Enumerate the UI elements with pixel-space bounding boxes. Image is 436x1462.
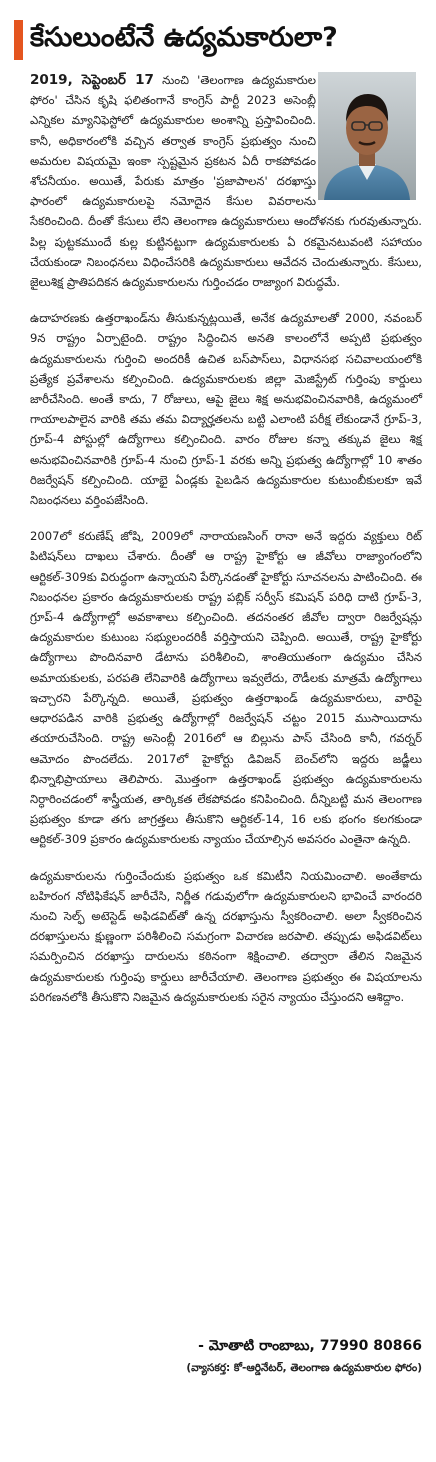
headline-accent-bar [14,20,23,60]
author-signature: - మోతాటి రాంబాబు, 77990 80866 [198,1338,422,1354]
paragraph-text: నుంచి 'తెలంగాణ ఉద్యమకారుల ఫోరం' చేసిన కృషి ఫలితంగానే కాంగ్రెస్ పార్టీ 2023 అసెంబ్లీ ఎన్నికల మ్యానిఫెస్టోలో ఉద్యమకారుల అంశాన్ని ప్రస్తావించింది. కానీ, అధికారంలోకి వచ్చిన తర్వాత కాంగ్రెస్ ప్రభుత్వం నుంచి అమరుల విషయమై ఇంకా స్పష్టమైన ప్రకటన ఏదీ రాకపోవడం శోచనీయం. అయితే, పేరుకు మాత్రం 'ప్రజాపాలన' దరఖాస్తు ఫారంలో ఉద్యమకారులపై నమోదైన కేసుల వివరాలను సేకరించింది. దీంతో కేసులు లేని తెలంగాణ ఉద్యమకారులు ఆందోళనకు గురవుతున్నారు. పిల్ల పుట్టకముందే కుల్ల కుట్టినట్టుగా ఉద్యమకారులకు ఏ రకమైనటువంటి సహాయం చేయకుండా నిబంధనలు విధించేసరికి ఉద్యమకారులు ఆవేదన చెందుతున్నారు. కేసులు, జైలుశిక్ష ప్రాతిపదికన ఉద్యమకారులను గుర్తించడం రాజ్యాంగ విరుద్ధమే. [30,73,422,290]
article-paragraph [30,70,422,292]
article-body [30,70,422,1023]
article-paragraph: ఉదాహరణకు ఉత్తరాఖండ్‌ను తీసుకున్నట్లయితే, అనేక ఉద్యమాలతో 2000, నవంబర్ 9న రాష్ట్రం ఏర్పాటైంది. రాష్ట్రం సిద్ధించిన అనతి కాలంలోనే అప్పటి ప్రభుత్వం ఉద్యమకారులను గుర్తించి అందరికీ ఉచిత బస్‌పాస్‌లు, విధానసభ సచివాలయంలోకి ప్రత్యేక ప్రవేశాలను కల్పించింది. ఉద్యమకారులకు జిల్లా మెజిస్ట్రేట్ గుర్తింపు కార్డులు జారీచేసింది. అంతే కాదు, 7 రోజులు, ఆపై జైలు శిక్ష అనుభవించినవారికి, ఉద్యమంలో గాయాలపాలైన వారికి తమ తమ విద్యార్హతలను బట్టి ఎలాంటి పరీక్ష లేకుండానే గ్రూప్-3, గ్రూప్-4 పోస్టుల్లో ఉద్యోగాలు కల్పించింది. వారం రోజుల కన్నా తక్కువ జైలు శిక్ష అనుభవించినవారికి గ్రూప్-4 నుంచి గ్రూప్-1 వరకు అన్ని ప్రభుత్వ ఉద్యోగాల్లో 10 శాతం రిజర్వేషన్ కల్పించింది. యాభై ఏండ్లకు పైబడిన ఉద్యమకారుల కుటుంబీకులకూ ఇవే నిబంధనలు వర్తింపజేసింది. [30,311,422,508]
lead-date: 2019, సెప్టెంబర్ 17 [30,72,154,88]
article-headline: కేసులుంటేనే ఉద్యమకారులా? [30,22,338,53]
author-byline: (వ్యాసకర్త: కో-ఆర్డినేటర్, తెలంగాణ ఉద్యమకారుల ఫోరం) [186,1362,422,1374]
article-paragraph: ఉద్యమకారులను గుర్తించేందుకు ప్రభుత్వం ఒక కమిటీని నియమించాలి. అంతేకాదు బహిరంగ నోటిఫికేషన్ జారీచేసి, నిర్ణీత గడువులోగా ఉద్యమకారులని భావించే వారందరి నుంచి సెల్ఫ్ అటెస్టెడ్ అఫిడవిట్‌తో ఉన్న దరఖాస్తును స్వీకరించాలి. అలా స్వీకరించిన దరఖాస్తులను క్షుణ్ణంగా పరిశీలించి సమగ్రంగా విచారణ జరపాలి. తప్పుడు అఫిడవిట్‌లు సమర్పించిన దరఖాస్తు దారులను కఠినంగా శిక్షించాలి. తద్వారా తేలిన నిజమైన ఉద్యమకారులకు గుర్తింపు కార్డులు జారీచేయాలి. తెలంగాణ ప్రభుత్వం ఈ విషయాలను పరిగణనలోకి తీసుకొని నిజమైన ఉద్యమకారులకు సరైన న్యాయం చేస్తుందని ఆశిద్దాం. [30,868,422,1004]
article-paragraph: 2007లో కరుణేష్ జోషి, 2009లో నారాయణసింగ్ రానా అనే ఇద్దరు వ్యక్తులు రిట్ పిటిషన్‌లు దాఖలు చేశారు. దీంతో ఆ రాష్ట్ర హైకోర్టు ఆ జీవోలు రాజ్యాంగంలోని ఆర్టికల్-309కు విరుద్ధంగా ఉన్నాయని పేర్కొనడంతో హైకోర్టు సూచనలను పాటించింది. ఈ నిబంధనల ప్రకారం ఉద్యమకారులకు రాష్ట్ర పబ్లిక్ సర్వీస్ కమిషన్ పరిధి దాటి గ్రూప్-3, గ్రూప్-4 ఉద్యోగాల్లో అవకాశాలు కల్పించింది. తదనంతర జీవోల ద్వారా రిజర్వేషన్లు ఉద్యమకారుల కుటుంబ సభ్యులందరికీ వర్తిస్తాయని చెప్పింది. అయితే, రాష్ట్ర హైకోర్టు ఉద్యోగాలు పొందినవారి డేటాను పరిశీలించి, శాంతియుతంగా ఉద్యమం చేసిన అమాయకులకు, పరపతి లేనివారికి ఉద్యోగాలు ఇవ్వలేదు, రౌడీలకు మాత్రమే ఉద్యోగాలు ఇచ్చారని పేర్కొన్నది. అయితే, ప్రభుత్వం ఉత్తరాఖండ్ ఉద్యమకారులు, వారిపై ఆధారపడిన వారికి ప్రభుత్వ ఉద్యోగాల్లో రిజర్వేషన్ చట్టం 2015 ముసాయిదాను తయారుచేసింది. రాష్ట్ర అసెంబ్లీ 2016లో ఆ బిల్లును పాస్ చేసింది కానీ, గవర్నర్ ఆమోదం పొందలేదు. 2017లో హైకోర్టు డివిజన్ బెంచ్‌లోని ఇద్దరు జడ్జీలు భిన్నాభిప్రాయాలు తెలిపారు. మొత్తంగా ఉత్తరాఖండ్ ప్రభుత్వం ఉద్యమకారులను నిర్ధారించడంలో శాస్త్రీయత, తార్కికత లేకపోవడం కనిపించింది. దీన్నిబట్టి మన తెలంగాణ ప్రభుత్వం కూడా తగు జాగ్రత్తలు తీసుకొని ఆర్టికల్-14, 16 లకు భంగం కలగకుండా ఆర్టికల్-309 ప్రకారం ఉద్యమకారులకు న్యాయం చేయాల్సిన అవసరం ఎంతైనా ఉన్నది. [30,529,422,847]
